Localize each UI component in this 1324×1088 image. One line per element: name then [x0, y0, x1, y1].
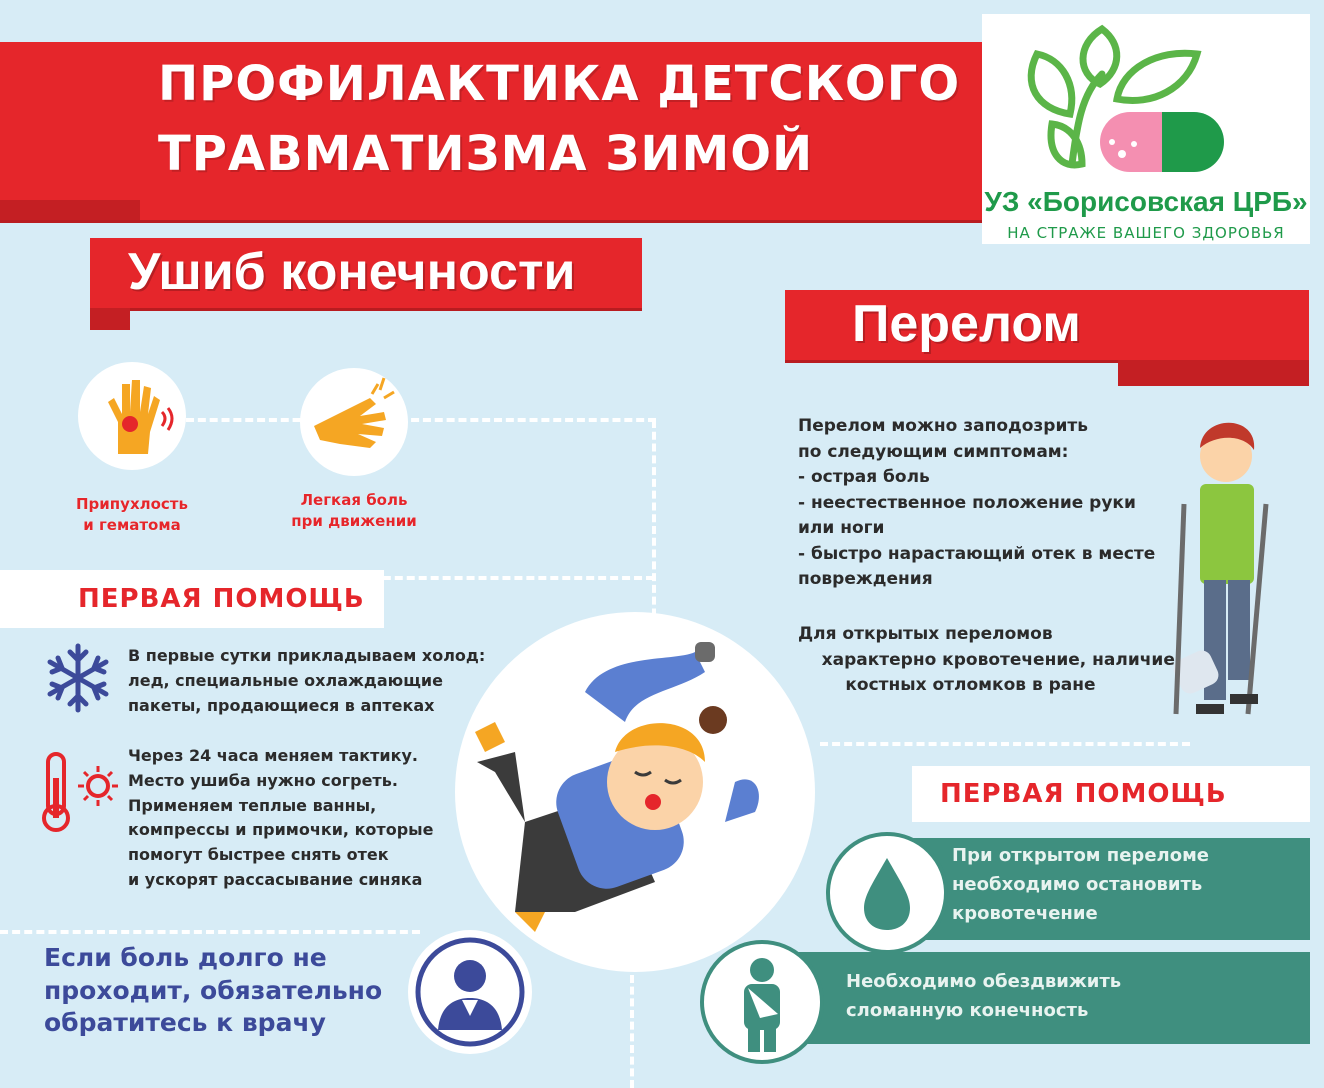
- swollen-hand-icon: [78, 362, 186, 470]
- leaf-logo-icon: [982, 14, 1310, 184]
- fracture-heading: Перелом: [852, 295, 1081, 353]
- bruise-heading: Ушиб конечности: [128, 243, 576, 301]
- page-title-line-2: ТРАВМАТИЗМА ЗИМОЙ: [158, 126, 814, 182]
- snowflake-icon: [40, 640, 116, 716]
- symptom-swelling: Припухлость и гематома: [76, 495, 188, 534]
- swelling-icon-circle: [78, 362, 186, 470]
- page-title-line-1: ПРОФИЛАКТИКА ДЕТСКОГО: [158, 56, 961, 112]
- pain-icon-circle: [300, 368, 408, 476]
- dashed-line-top: [186, 418, 656, 422]
- warm-instructions: Через 24 часа меняем тактику. Место ушиба нужно согреть. Применяем теплые ванны, компрессы и примочки, которые помогут быстрее снять отек и ускорят рассасывание синяка: [128, 746, 434, 889]
- org-name: УЗ «Борисовская ЦРБ»: [984, 186, 1308, 217]
- blood-drop-icon: [830, 836, 944, 950]
- bruise-first-aid-label: [0, 570, 384, 628]
- bruise-heading-tail: [90, 308, 130, 330]
- dashed-line-center: [652, 420, 656, 640]
- fracture-symptoms: Перелом можно заподозрить по следующим симптомам: - острая боль - неестественное положение руки или ноги - быстро нарастающий отек в месте повреждения: [798, 416, 1156, 589]
- logo-panel: [982, 14, 1310, 244]
- open-fracture-note: Для открытых переломов характерно кровотечение, наличие костных отломков в ране: [798, 624, 1175, 695]
- painful-hand-icon: [300, 368, 408, 476]
- fracture-first-aid-label: [912, 766, 1310, 822]
- falling-child-icon: [455, 612, 815, 972]
- fracture-heading-tail: [1118, 360, 1309, 386]
- drop-icon-circle: [826, 832, 948, 954]
- aid-bleeding-text: При открытом переломе необходимо остановить кровотечение: [952, 845, 1209, 924]
- doctor-advice: Если боль долго не проходит, обязательно обратитесь к врачу: [44, 943, 383, 1037]
- symptom-pain: Легкая боль при движении: [291, 491, 417, 530]
- fracture-first-aid-text: ПЕРВАЯ ПОМОЩЬ: [940, 779, 1227, 809]
- bruise-first-aid-text: ПЕРВАЯ ПОМОЩЬ: [78, 584, 365, 614]
- thermometer-sun-icon: [38, 748, 118, 838]
- aid-immobilize-band: [790, 952, 1310, 1044]
- aid-bleeding-band: [900, 838, 1310, 940]
- boy-crutches-icon: [1166, 404, 1286, 724]
- dashed-line-right: [820, 742, 1190, 746]
- sling-icon-circle: [700, 940, 824, 1064]
- dashed-line-lower: [0, 930, 420, 934]
- title-band-tail: [0, 200, 140, 220]
- org-slogan: НА СТРАЖЕ ВАШЕГО ЗДОРОВЬЯ: [1007, 224, 1285, 242]
- child-illustration-circle: [455, 612, 815, 972]
- aid-immobilize-text: Необходимо обездвижить сломанную конечность: [846, 971, 1122, 1021]
- cold-instructions: В первые сутки прикладываем холод: лед, специальные охлаждающие пакеты, продающиеся в аптеках: [128, 646, 486, 715]
- arm-sling-icon: [704, 944, 820, 1060]
